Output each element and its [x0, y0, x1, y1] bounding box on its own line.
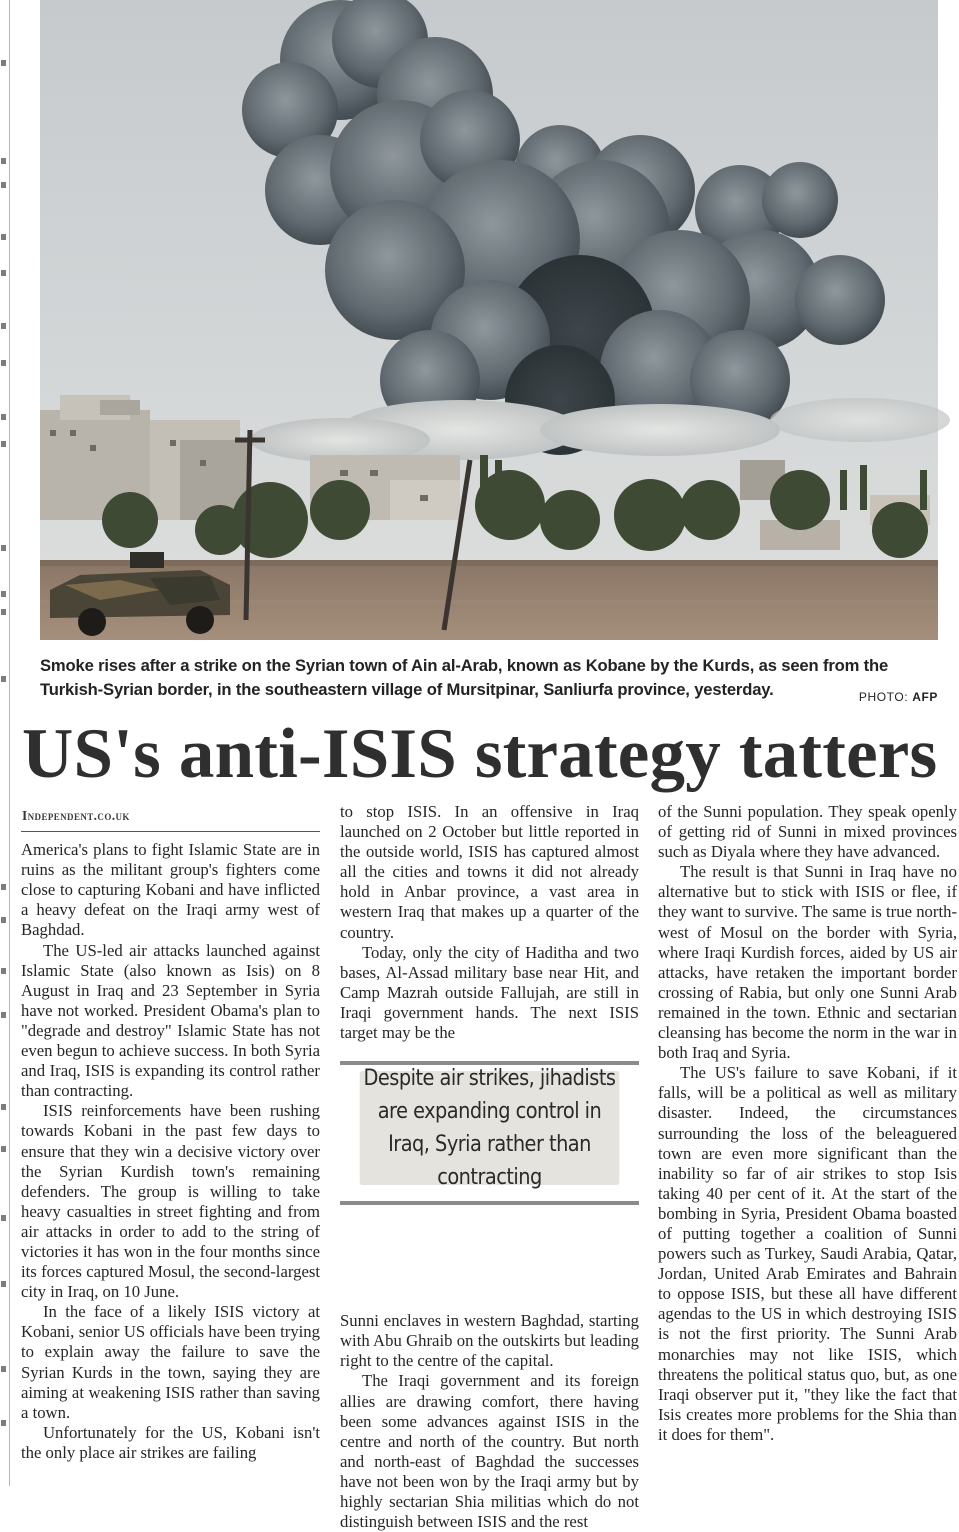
text-fragment	[1, 158, 6, 164]
text-fragment	[1, 1366, 6, 1372]
photo-credit-label: PHOTO:	[858, 690, 909, 704]
text-fragment	[1, 270, 6, 276]
article-column-1	[21, 802, 320, 1486]
paragraph: Sunni enclaves in western Baghdad, starting with Abu Ghraib on the outskirts but leading right to the centre of the capital.	[340, 1311, 639, 1371]
adjacent-page-edge	[0, 0, 12, 1486]
text-fragment	[1, 234, 6, 240]
text-fragment	[1, 884, 6, 890]
paragraph: The result is that Sunni in Iraq have no alternative but to stick with ISIS or flee, if they want to survive. The same is true north-west of Mosul on the border with Syria, where Iraqi Kurdish forces, aided by US air attacks, have retaken the important border crossing of Rabia, but only one Sunni Arab remained in the town. Ethnic and sectarian cleansing has become the norm in the war in both Iraq and Syria.	[658, 862, 957, 1063]
paragraph: The US's failure to save Kobani, if it falls, will be a political as well as military disaster. Indeed, the circumstances surrounding the loss of the beleaguered town are even more significant than the inability so far of air strikes to stop Isis taking 40 per cent of it. At the start of the bombing in Syria, President Obama boasted of putting together a coalition of Sunni powers such as Turkey, Saudi Arabia, Qatar, Jordan, United Arab Emirates and Bahrain to oppose ISIS, but these all have different agendas to the US in which destroying ISIS is not the first priority. The Sunni Arab monarchies may not like ISIS, which threatens the political status quo, but, as one Iraqi observer put it, "they like the fact that Isis creates more problems for the Shia than it does for them".	[658, 1063, 957, 1444]
text-fragment	[1, 591, 6, 597]
text-fragment	[1, 60, 6, 66]
text-fragment	[1, 609, 6, 615]
text-fragment	[1, 917, 6, 923]
headline: US's anti-ISIS strategy tatters	[22, 715, 938, 793]
text-fragment	[1, 1104, 6, 1110]
text-fragment	[1, 1215, 6, 1221]
paragraph: The US-led air attacks launched against Islamic State (also known as Isis) on 8 August in Iraq and 23 September in Syria have not worked. President Obama's plan to "degrade and destroy" Islamic State has not even begun to achieve success. In both Syria and Iraq, ISIS is expanding its control rather than contracting.	[21, 940, 320, 1101]
pull-quote-text: Despite air strikes, jihadists are expanding control in Iraq, Syria rather than contracting	[360, 1071, 620, 1185]
paragraph: The Iraqi government and its foreign allies are drawing comfort, there having been some advances against ISIS in the centre and north of the country. But north and north-east of Baghdad the successes have not been won by the Iraqi army but by highly sectarian Shia militias which do not distinguish between ISIS and the rest	[340, 1371, 639, 1532]
text-fragment	[1, 323, 6, 329]
paragraph: ISIS reinforcements have been rushing towards Kobani in the past few days to ensure that they win a decisive victory over the Syrian Kurdish town's remaining defenders. The group is willing to take heavy casualties in street fighting and from air attacks in order to add to the string of victories it has won in the four months since its forces captured Mosul, the second-largest city in Iraq, on 10 June.	[21, 1101, 320, 1302]
paragraph: of the Sunni population. They speak openly of getting rid of Sunni in mixed provinces such as Diyala where they have advanced.	[658, 802, 957, 862]
photo-credit	[859, 690, 938, 704]
text-fragment	[1, 360, 6, 366]
paragraph: Unfortunately for the US, Kobani isn't the only place air strikes are failing	[21, 1422, 320, 1462]
news-photo	[40, 0, 938, 640]
pull-quote	[340, 1061, 639, 1205]
text-fragment	[1, 182, 6, 188]
article-column-3	[658, 802, 957, 1486]
photo-credit-source: AFP	[912, 690, 938, 704]
paragraph: Today, only the city of Haditha and two bases, Al-Assad military base near Hit, and Camp Mazrah outside Fallujah, are still in Iraqi government hands. The next ISIS target may be the	[340, 942, 639, 1043]
smoke-over-kobane-illustration	[40, 0, 938, 640]
paragraph: to stop ISIS. In an offensive in Iraq launched on 2 October but little reported in the outside world, ISIS has captured almost all the cities and towns it did not already hold in Anbar province, a vast area in western Iraq that makes up a quarter of the country.	[340, 802, 639, 942]
text-fragment	[1, 676, 6, 682]
text-fragment	[1, 1146, 6, 1152]
text-fragment	[1, 545, 6, 551]
text-fragment	[1, 1420, 6, 1426]
photo-caption: Smoke rises after a strike on the Syrian town of Ain al-Arab, known as Kobane by the Kurds, as seen from the Turkish-Syrian border, in the southeastern village of Mursitpinar, Sanliurfa province, yesterday.	[40, 656, 889, 699]
text-fragment	[1, 968, 6, 974]
text-fragment	[1, 1012, 6, 1018]
text-fragment	[1, 1281, 6, 1287]
text-fragment	[1, 441, 6, 447]
paragraph: America's plans to fight Islamic State are in ruins as the militant group's fighters come close to capturing Kobani and have inflicted a heavy defeat on the Iraqi army west of Baghdad.	[21, 840, 320, 940]
page-edge-rule	[9, 0, 10, 1486]
text-fragment	[1, 414, 6, 420]
source-byline: Independent.co.uk	[21, 802, 320, 832]
paragraph: In the face of a likely ISIS victory at Kobani, senior US officials have been trying to explain away the failure to save the Syrian Kurds in the town, saying they are aiming at weakening ISIS rather than saving a town.	[21, 1302, 320, 1422]
